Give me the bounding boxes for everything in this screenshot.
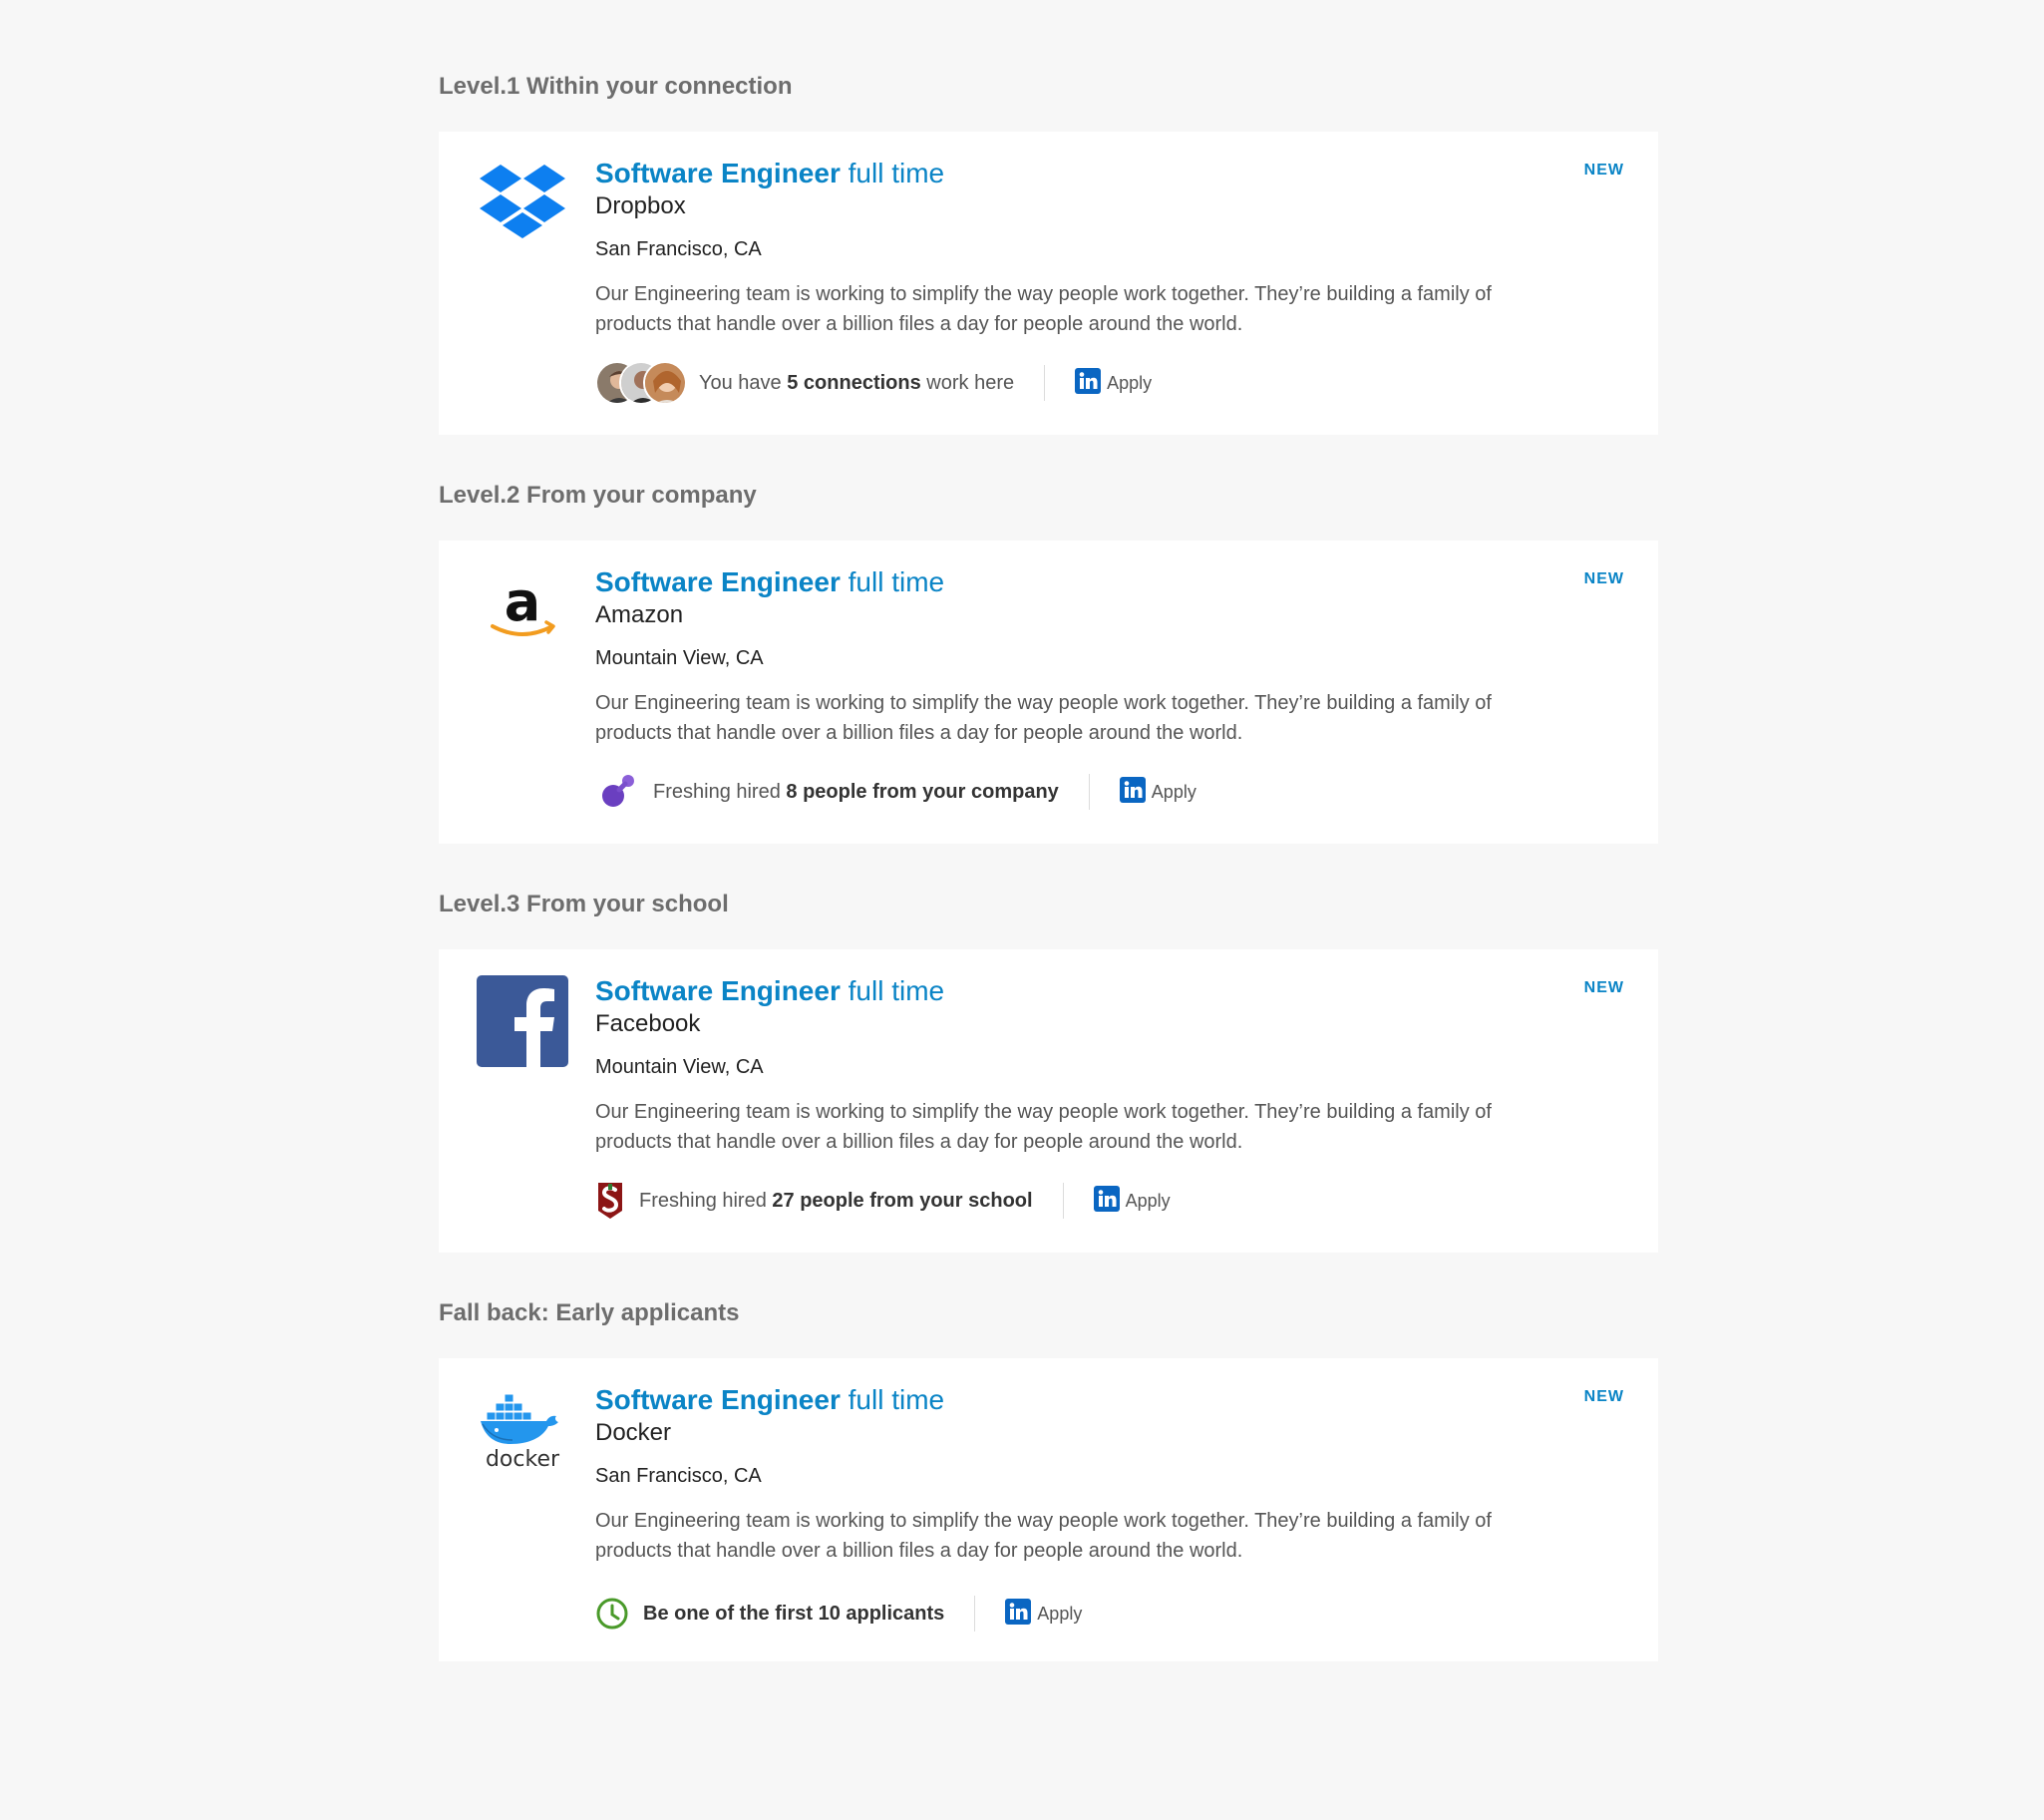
job-description: Our Engineering team is working to simplify the way people work together. They’re building a family of products that handle over a billion files a day for people around the world. — [595, 1101, 1492, 1153]
job-title-link[interactable] — [595, 564, 944, 600]
job-card-facebook[interactable] — [439, 949, 1658, 1253]
school-insight[interactable] — [595, 1181, 1033, 1221]
company-name: Amazon — [595, 601, 684, 628]
section-title: Level.1 Within your connection — [439, 73, 793, 100]
job-title-link[interactable] — [595, 1382, 944, 1418]
linkedin-icon — [1120, 777, 1146, 808]
freshing-logo-icon — [595, 772, 639, 812]
divider — [1063, 1183, 1064, 1219]
divider — [1089, 774, 1090, 810]
company-name: Dropbox — [595, 192, 686, 219]
new-badge: NEW — [1583, 570, 1624, 587]
job-location: San Francisco, CA — [595, 1465, 762, 1487]
clock-icon — [595, 1597, 629, 1631]
apply-button[interactable] — [1120, 777, 1196, 808]
svg-text:a: a — [504, 576, 541, 633]
job-footer — [595, 357, 1152, 409]
amazon-logo-icon — [475, 564, 570, 660]
docker-wordmark: docker — [485, 1447, 560, 1472]
insight-text-bold: 27 people from your school — [772, 1189, 1033, 1212]
linkedin-icon — [1094, 1186, 1120, 1217]
job-title-type: full time — [848, 158, 945, 188]
section-title: Fall back: Early applicants — [439, 1299, 740, 1326]
linkedin-icon — [1005, 1599, 1031, 1630]
job-title-link[interactable] — [595, 156, 944, 191]
job-footer — [595, 766, 1196, 818]
job-card-amazon[interactable] — [439, 541, 1658, 844]
apply-label: Apply — [1107, 372, 1153, 393]
linkedin-icon — [1075, 368, 1101, 399]
company-name: Docker — [595, 1419, 672, 1446]
new-badge: NEW — [1583, 162, 1624, 179]
apply-label: Apply — [1125, 1190, 1171, 1211]
job-description: Our Engineering team is working to simplify the way people work together. They’re building a family of products that handle over a billion files a day for people around the world. — [595, 692, 1492, 744]
divider — [974, 1596, 975, 1632]
job-title-strong: Software Engineer — [595, 566, 841, 597]
insight-text-bold: 5 connections — [787, 371, 921, 394]
insight-text-bold: Be one of the first 10 applicants — [643, 1602, 945, 1625]
job-card-dropbox[interactable] — [439, 132, 1658, 435]
company-name: Facebook — [595, 1010, 701, 1037]
insight-text-pre: Freshing hired — [653, 780, 781, 803]
job-location: Mountain View, CA — [595, 647, 764, 669]
job-card-docker[interactable] — [439, 1358, 1658, 1661]
divider — [1044, 365, 1045, 401]
apply-button[interactable] — [1075, 368, 1152, 399]
company-insight[interactable] — [595, 772, 1059, 812]
job-footer — [595, 1588, 1082, 1639]
job-title-type: full time — [848, 975, 945, 1006]
new-badge: NEW — [1583, 1388, 1624, 1405]
insight-text-pre: Freshing hired — [639, 1189, 767, 1212]
dropbox-logo-icon — [475, 156, 570, 251]
job-title-type: full time — [848, 566, 945, 597]
avatar — [643, 361, 687, 405]
job-title-strong: Software Engineer — [595, 158, 841, 188]
job-title-strong: Software Engineer — [595, 1384, 841, 1415]
job-description: Our Engineering team is working to simplify the way people work together. They’re building a family of products that handle over a billion files a day for people around the world. — [595, 1510, 1492, 1562]
job-footer — [595, 1175, 1171, 1227]
apply-label: Apply — [1151, 781, 1196, 802]
section-title: Level.2 From your company — [439, 482, 757, 509]
early-applicant-insight[interactable] — [595, 1597, 944, 1631]
job-title-link[interactable] — [595, 973, 944, 1009]
apply-button[interactable] — [1094, 1186, 1171, 1217]
docker-logo-icon — [475, 1382, 570, 1478]
connections-insight[interactable] — [595, 359, 1014, 407]
insight-text-pre: You have — [699, 371, 782, 394]
job-description: Our Engineering team is working to simplify the way people work together. They’re building a family of products that handle over a billion files a day for people around the world. — [595, 283, 1492, 335]
job-title-type: full time — [848, 1384, 945, 1415]
stanford-logo-icon — [595, 1181, 625, 1221]
insight-text-post: work here — [926, 371, 1015, 394]
job-location: Mountain View, CA — [595, 1056, 764, 1078]
apply-label: Apply — [1037, 1603, 1083, 1624]
connection-avatars — [595, 359, 691, 407]
job-title-strong: Software Engineer — [595, 975, 841, 1006]
facebook-logo-icon — [475, 973, 570, 1069]
job-location: San Francisco, CA — [595, 238, 762, 260]
section-title: Level.3 From your school — [439, 891, 729, 917]
insight-text-bold: 8 people from your company — [786, 780, 1059, 803]
apply-button[interactable] — [1005, 1599, 1082, 1630]
new-badge: NEW — [1583, 979, 1624, 996]
